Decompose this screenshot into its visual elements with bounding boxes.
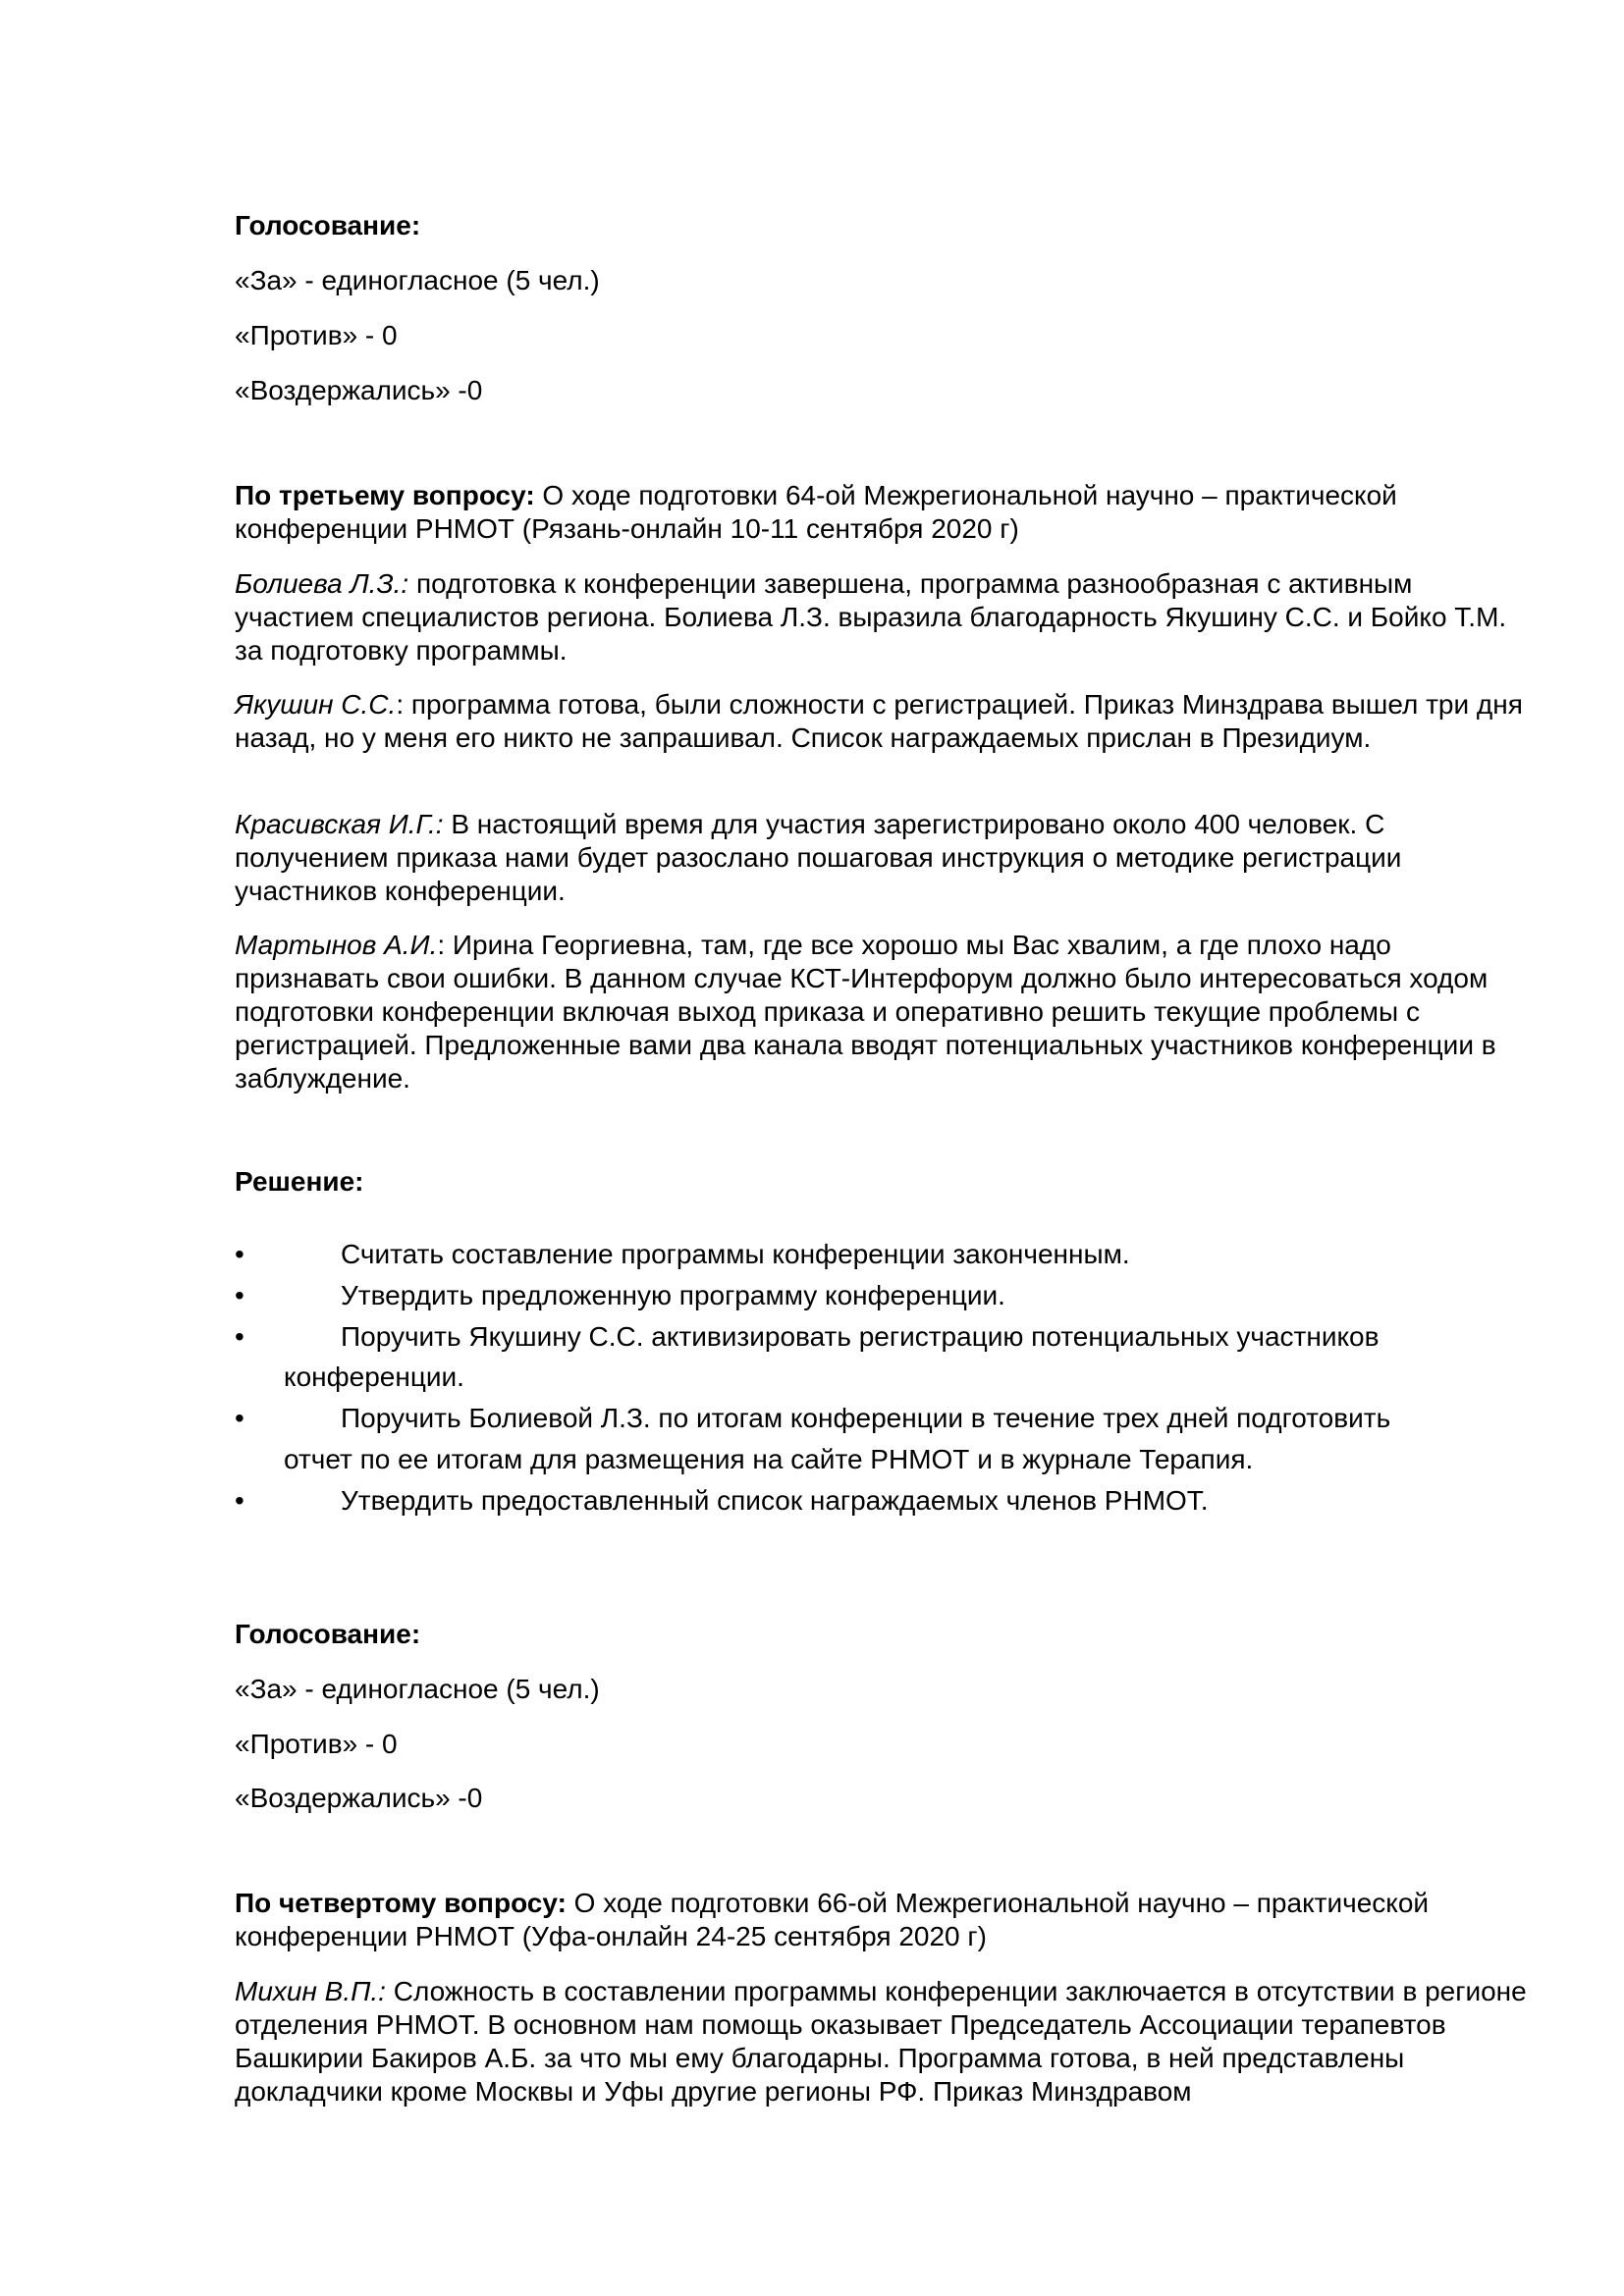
vote-heading: Голосование: [235,210,421,240]
speaker-name: Мартынов А.И. [235,930,438,960]
speaker-text: : Ирина Георгиевна, там, где все хорошо мы Вас хвалим, а где плохо надо признавать свои ошибки. В данном случае КСТ-Интерфорум должно было интересоваться ходом подготовки конференции включая выход приказа и оперативно решить текущие проблемы с регистрацией. Предложенные вами два канала вводят потенциальных участников конференции в заблуждение. [235,930,1496,1094]
list-item-text: Считать составление программы конференции законченным. [341,1239,1130,1269]
question-3-label: По третьему вопросу: [235,480,535,510]
vote-abstained: «Воздержались» -0 [235,1783,483,1813]
speaker-name: Болиева Л.З.: [235,568,409,599]
list-item-text: Поручить Якушину С.С. активизировать регистрацию потенциальных участников [341,1321,1380,1352]
list-item-text: Поручить Болиевой Л.З. по итогам конференции в течение трех дней подготовить [341,1403,1391,1433]
speaker-paragraph-yakushin [235,688,1531,755]
bullet: • [235,1239,244,1269]
speaker-text: : программа готова, были сложности с регистрацией. Приказ Минздрава вышел три дня назад, но у меня его никто не запрашивал. Список награждаемых прислан в Президиум. [235,689,1523,753]
list-item-continuation: конференции. [284,1362,464,1392]
speaker-paragraph-krasivskaya [235,808,1531,908]
speaker-paragraph-mikhin [235,1975,1531,2109]
vote-for: «За» - единогласное (5 чел.) [235,1674,600,1704]
question-4-paragraph [235,1887,1531,1953]
bullet: • [235,1485,244,1516]
question-3-paragraph [235,479,1531,546]
decision-heading: Решение: [235,1166,364,1197]
list-item-text: Утвердить предоставленный список награждаемых членов РНМОТ. [341,1485,1209,1516]
question-3-text: О ходе подготовки 64-ой Межрегиональной научно – практической конференции РНМОТ (Рязань-онлайн 10-11 сентября 2020 г) [235,480,1397,544]
speaker-name: Красивская И.Г.: [235,809,444,839]
vote-against: «Против» - 0 [235,320,398,350]
speaker-paragraph-martynov [235,929,1531,1095]
bullet: • [235,1321,244,1352]
bullet: • [235,1403,244,1433]
list-item-text: Утвердить предложенную программу конференции. [341,1280,1005,1310]
speaker-text: В настоящий время для участия зарегистрировано около 400 человек. С получением приказа нами будет разослано пошаговая инструкция о методике регистрации участников конференции. [235,809,1402,906]
speaker-text: подготовка к конференции завершена, программа разнообразная с активным участием специалистов региона. Болиева Л.З. выразила благодарность Якушину С.С. и Бойко Т.М. за подготовку программы. [235,568,1507,666]
question-4-label: По четвертому вопросу: [235,1888,567,1918]
vote-against: «Против» - 0 [235,1729,398,1759]
speaker-paragraph-bolieva [235,567,1531,667]
vote-abstained: «Воздержались» -0 [235,375,483,405]
list-item-continuation: отчет по ее итогам для размещения на сайте РНМОТ и в журнале Терапия. [284,1444,1254,1474]
speaker-name: Михин В.П.: [235,1976,386,2006]
bullet: • [235,1280,244,1310]
vote-for: «За» - единогласное (5 чел.) [235,265,600,295]
vote-heading: Голосование: [235,1619,421,1649]
speaker-text: Сложность в составлении программы конференции заключается в отсутствии в регионе отделения РНМОТ. В основном нам помощь оказывает Председатель Ассоциации терапевтов Башкирии Бакиров А.Б. за что мы ему благодарны. Программа готова, в ней представлены докладчики кроме Москвы и Уфы другие регионы РФ. Приказ Минздравом [235,1976,1527,2107]
question-4-text: О ходе подготовки 66-ой Межрегиональной научно – практической конференции РНМОТ (Уфа-онлайн 24-25 сентября 2020 г) [235,1888,1430,1951]
speaker-name: Якушин С.С. [235,689,397,720]
